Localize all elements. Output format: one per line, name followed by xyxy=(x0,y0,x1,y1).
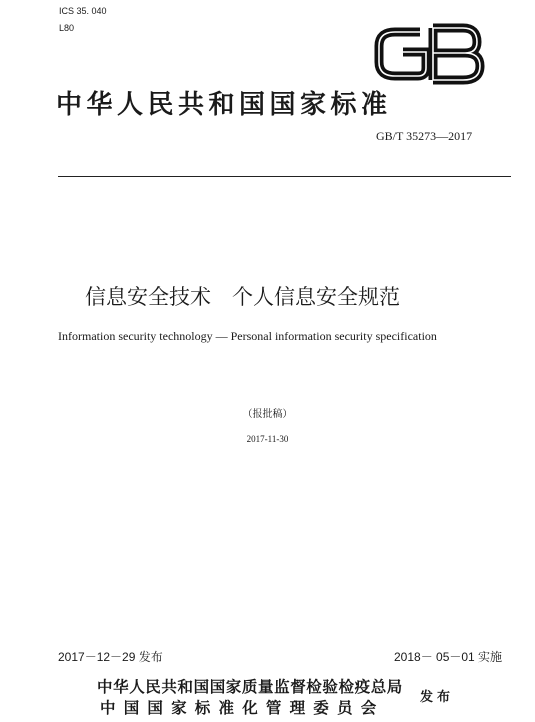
issuer-line-1: 中华人民共和国国家质量监督检验检疫总局 xyxy=(97,679,403,696)
draft-date: 2017-11-30 xyxy=(246,434,289,444)
issue-date: 2017－12－29 发布 xyxy=(58,650,163,664)
gb-logo xyxy=(373,22,485,86)
ics-code: ICS 35. 040 xyxy=(59,6,107,16)
document-title-cn: 信息安全技术 个人信息安全规范 xyxy=(85,286,400,309)
header-divider xyxy=(58,176,511,177)
issuer-line-2: 中国国家标准化管理委员会 xyxy=(100,700,385,717)
country-standard-title: 中华人民共和国国家标准 xyxy=(56,89,392,119)
document-title-en: Information security technology — Personal information security specification xyxy=(58,329,437,343)
gb-logo-text: GB xyxy=(373,22,375,23)
standard-number: GB/T 35273—2017 xyxy=(376,129,473,143)
draft-label: （报批稿） xyxy=(242,409,293,420)
ccs-code: L80 xyxy=(59,23,75,33)
implement-date: 2018－ 05－01 实施 xyxy=(394,650,503,664)
publish-label: 发布 xyxy=(420,689,455,704)
